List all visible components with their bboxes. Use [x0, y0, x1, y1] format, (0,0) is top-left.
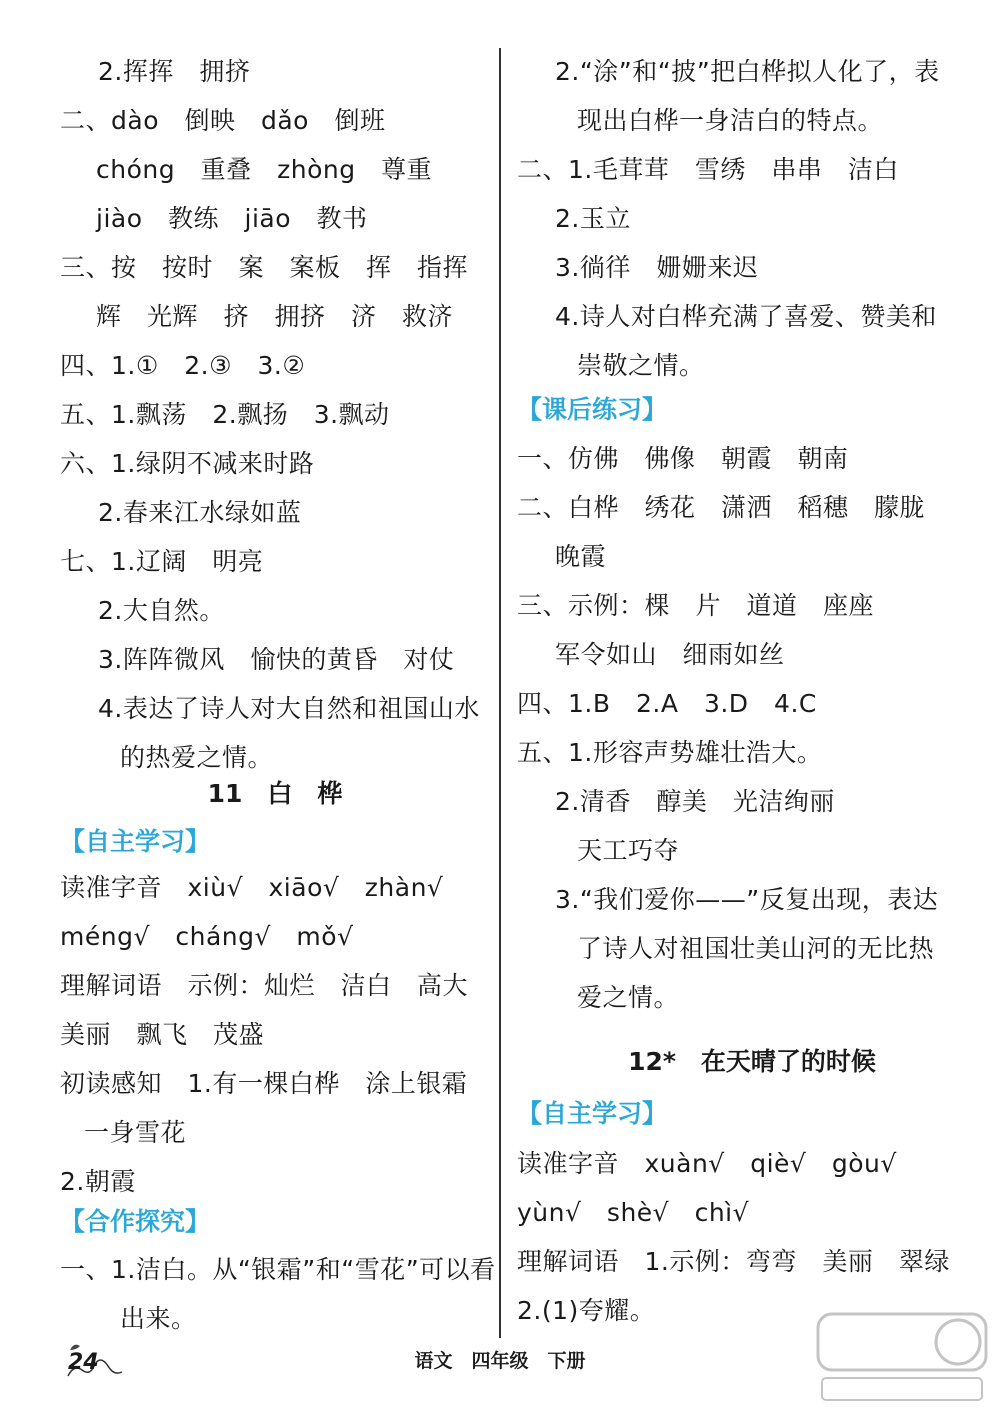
- answer-line: 3.“我们爱你——”反复出现，表达: [555, 885, 939, 914]
- answer-line: 天工巧夺: [577, 836, 680, 865]
- answer-line: 2.(1)夸耀。: [517, 1296, 656, 1325]
- answer-line: 2.挥挥 拥挤: [98, 57, 251, 86]
- answer-line: 七、1.辽阔 明亮: [60, 547, 264, 576]
- answer-line: 二、白桦 绣花 潇洒 稻穗 朦胧: [517, 493, 926, 522]
- answer-line: 的热爱之情。: [120, 743, 274, 772]
- answer-line: 五、1.飘荡 2.飘扬 3.飘动: [60, 400, 390, 429]
- answer-line: 2.大自然。: [98, 596, 225, 625]
- answer-line: jiào 教练 jiāo 教书: [96, 204, 368, 233]
- answer-line: 现出白桦一身洁白的特点。: [577, 106, 884, 135]
- answer-line: 四、1.B 2.A 3.D 4.C: [517, 689, 817, 718]
- answer-line: 了诗人对祖国壮美山河的无比热: [577, 934, 935, 963]
- answer-line: 一、仿佛 佛像 朝霞 朝南: [517, 444, 849, 473]
- answer-line: 四、1.① 2.③ 3.②: [60, 351, 306, 380]
- answer-line: 出来。: [120, 1304, 197, 1333]
- answer-line: 2.春来江水绿如蓝: [98, 498, 302, 527]
- answer-line: 4.诗人对白桦充满了喜爱、赞美和: [555, 302, 937, 331]
- section-tag-after-class: 【课后练习】: [517, 395, 668, 424]
- answer-line: 三、示例：棵 片 道道 座座: [517, 591, 875, 620]
- answer-line: 军令如山 细雨如丝: [555, 640, 785, 669]
- answer-line: 辉 光辉 挤 拥挤 济 救济: [96, 302, 454, 331]
- answer-line: 一身雪花: [84, 1118, 187, 1147]
- answer-line: 五、1.形容声势雄壮浩大。: [517, 738, 823, 767]
- answer-line: 一、1.洁白。从“银霜”和“雪花”可以看: [60, 1255, 496, 1284]
- answer-line: 理解词语 1.示例：弯弯 美丽 翠绿: [517, 1247, 950, 1276]
- answer-line: méng√ cháng√ mǒ√: [60, 922, 354, 951]
- answer-line: 三、按 按时 案 案板 挥 指挥: [60, 253, 469, 282]
- section-tag-self-study: 【自主学习】: [517, 1099, 668, 1128]
- answer-line: 二、1.毛茸茸 雪绣 串串 洁白: [517, 155, 899, 184]
- column-divider: [499, 48, 501, 1338]
- answer-line: 2.朝霞: [60, 1167, 136, 1196]
- lesson-title: 12* 在天晴了的时候: [628, 1047, 876, 1076]
- lesson-title: 11 白 桦: [207, 779, 343, 808]
- answer-line: yùn√ shè√ chì√: [517, 1198, 750, 1227]
- answer-line: 六、1.绿阴不减来时路: [60, 449, 315, 478]
- answer-line: 2.清香 醇美 光洁绚丽: [555, 787, 835, 816]
- answer-line: 读准字音 xuàn√ qiè√ gòu√: [517, 1149, 897, 1178]
- section-tag-cooperative: 【合作探究】: [60, 1207, 211, 1236]
- answer-line: 初读感知 1.有一棵白桦 涂上银霜: [60, 1069, 468, 1098]
- page-footer: 语文 四年级 下册: [414, 1350, 586, 1372]
- answer-line: 美丽 飘飞 茂盛: [60, 1020, 265, 1049]
- answer-line: 崇敬之情。: [577, 351, 705, 380]
- answer-line: 2.玉立: [555, 204, 631, 233]
- section-tag-self-study: 【自主学习】: [60, 827, 211, 856]
- page-number: 24: [68, 1350, 99, 1375]
- watermark-logo-icon: [812, 1306, 992, 1406]
- answer-line: 二、dào 倒映 dǎo 倒班: [60, 106, 386, 135]
- answer-line: 晚霞: [555, 542, 607, 571]
- answer-line: 读准字音 xiù√ xiāo√ zhàn√: [60, 873, 444, 902]
- answer-line: 2.“涂”和“披”把白桦拟人化了，表: [555, 57, 940, 86]
- answer-line: chóng 重叠 zhòng 尊重: [96, 155, 433, 184]
- answer-line: 理解词语 示例：灿烂 洁白 高大: [60, 971, 469, 1000]
- answer-line: 爱之情。: [577, 983, 680, 1012]
- answer-line: 3.阵阵微风 愉快的黄昏 对仗: [98, 645, 455, 674]
- answer-line: 4.表达了诗人对大自然和祖国山水: [98, 694, 480, 723]
- answer-line: 3.徜徉 姗姗来迟: [555, 253, 759, 282]
